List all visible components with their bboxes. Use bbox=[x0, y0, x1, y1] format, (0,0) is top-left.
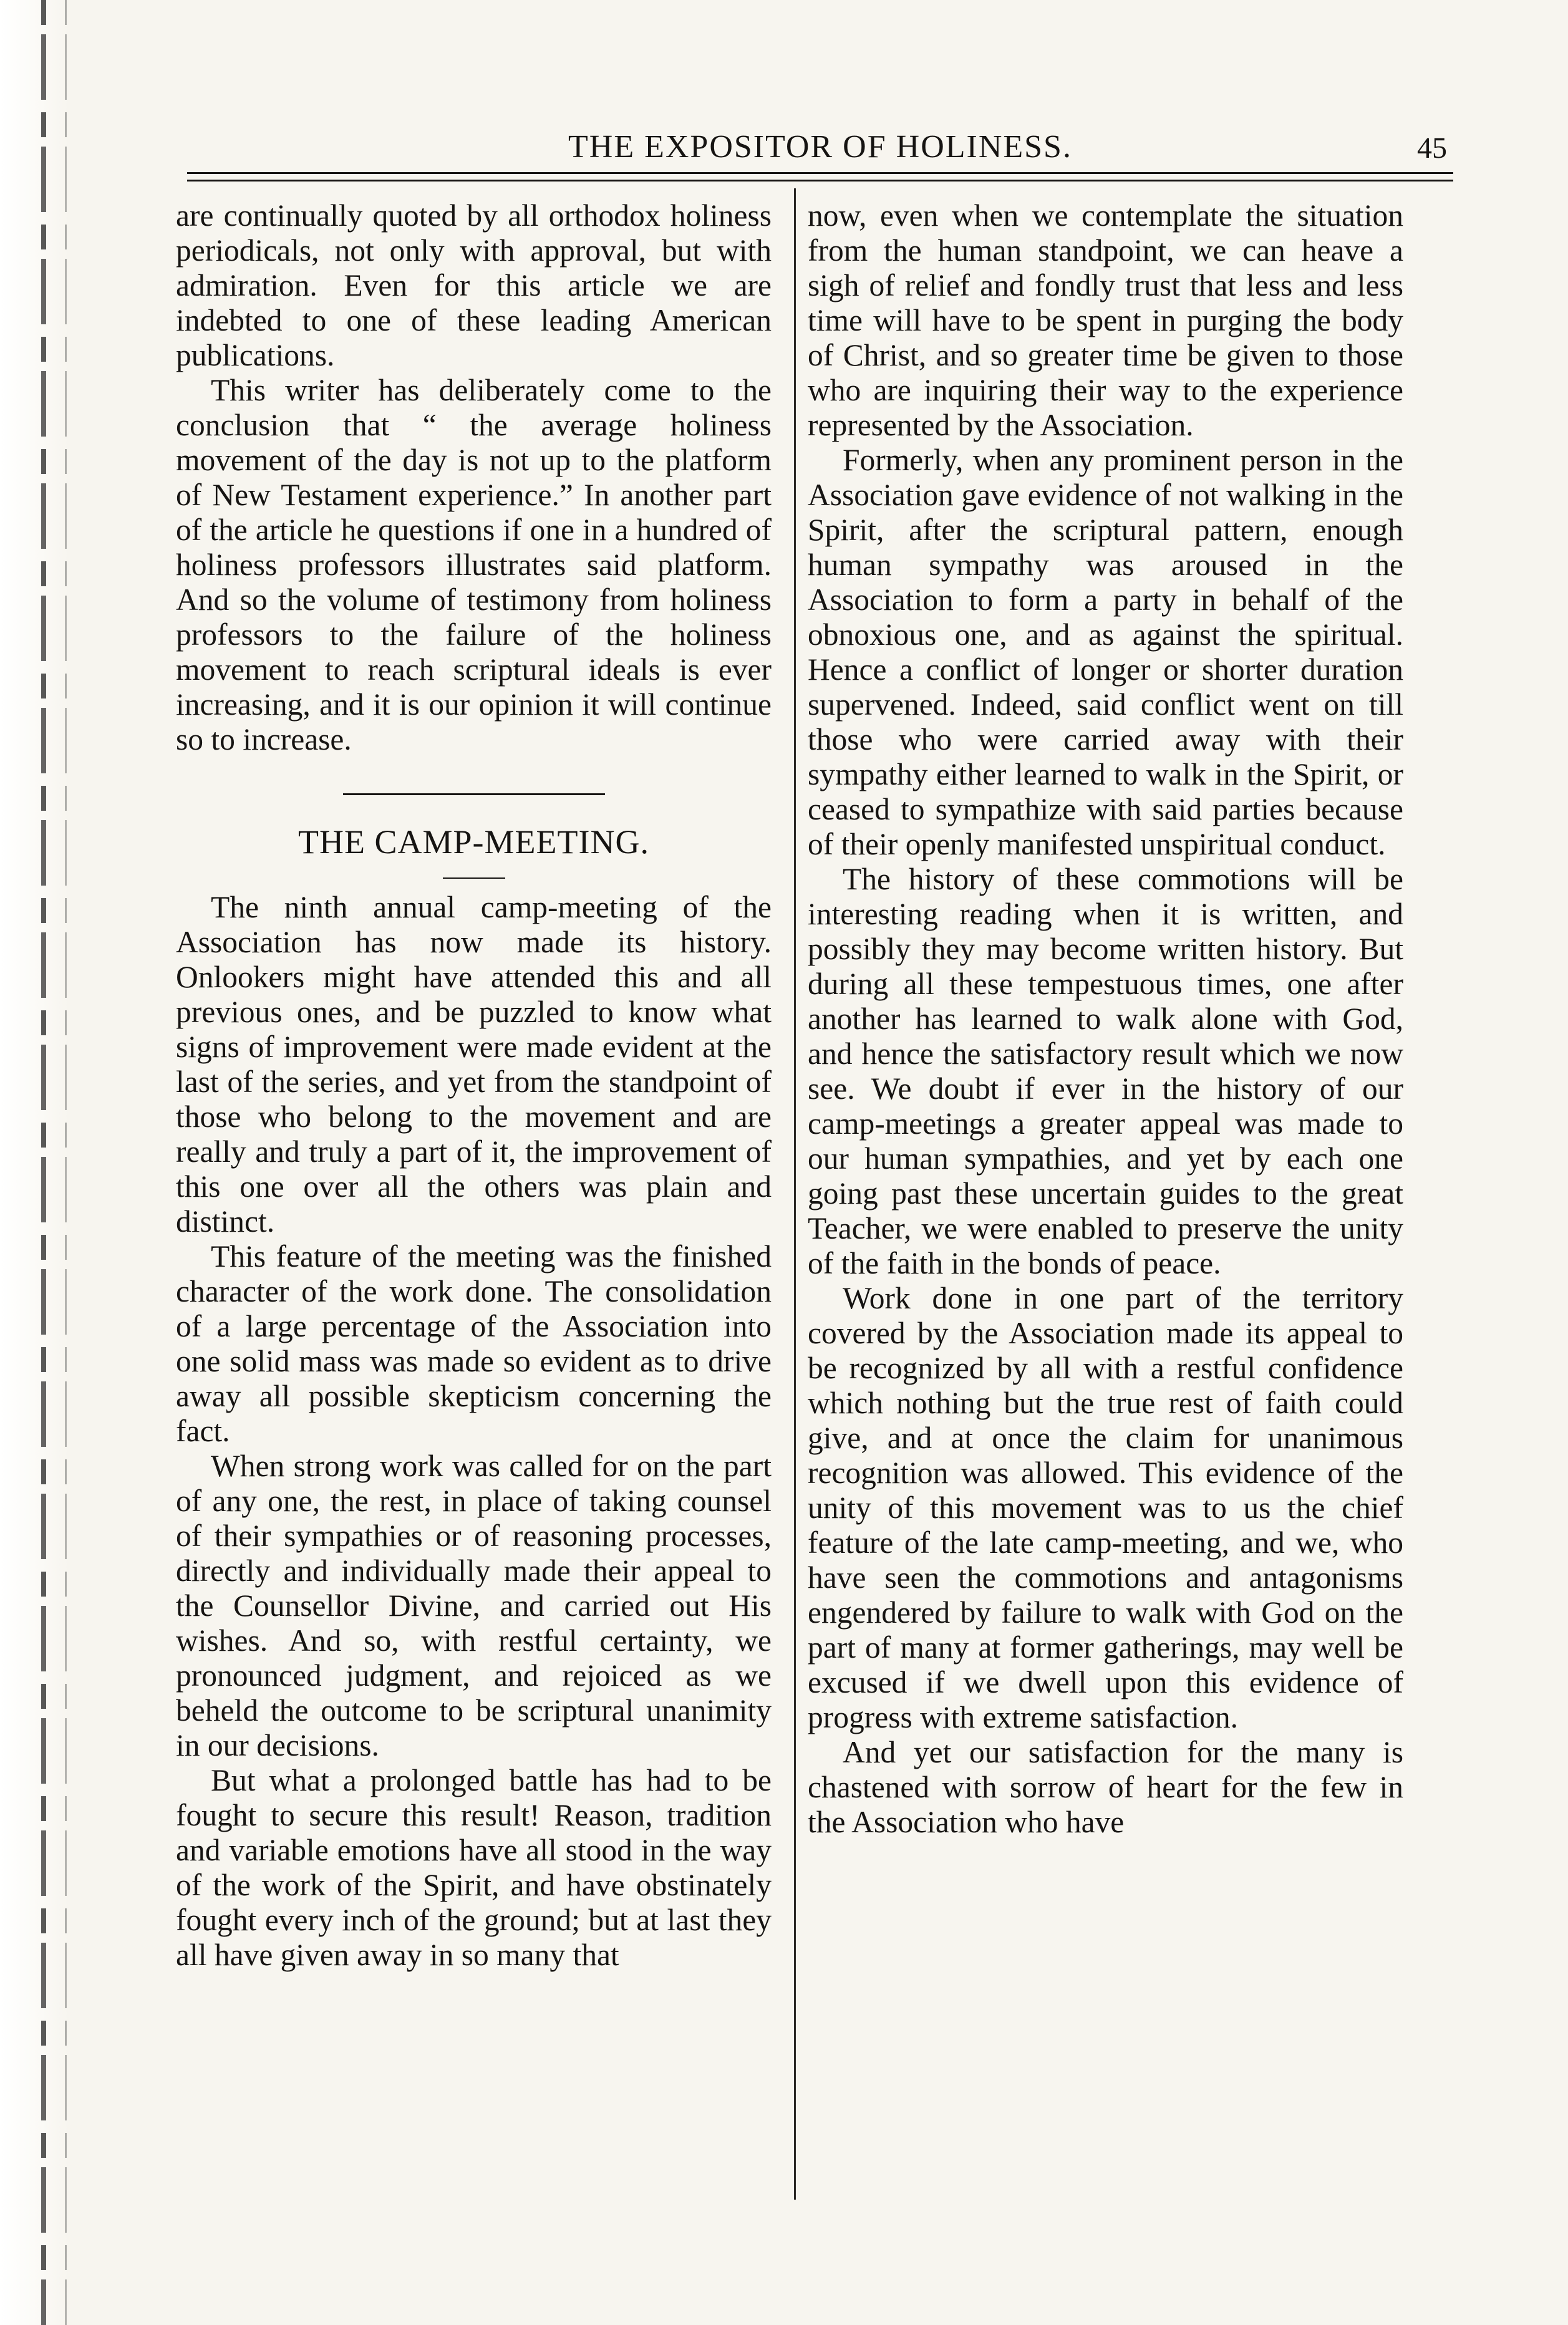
right-column bbox=[808, 198, 1403, 1840]
column-divider bbox=[794, 188, 796, 2200]
paragraph: And yet our satisfaction for the many is chastened with sorrow of heart for the few in the Association who have bbox=[808, 1735, 1403, 1839]
paragraph: But what a prolonged battle has had to be fought to secure this result! Reason, tradition and variable emotions have all stood in the way of the work of the Spirit, and have obstinately fought every inch of the ground; but at last they all have given away in so many that bbox=[176, 1763, 772, 1972]
paragraph: Formerly, when any prominent person in the Association gave evidence of not walking in the Spirit, after the scriptural pattern, enough human sympathy was aroused in the Association to form a party in behalf of the obnoxious one, and as against the spiritual. Hence a conflict of longer or shorter duration supervened. Indeed, said conflict went on till those who were carried away with their sympathy either learned to walk in the Spirit, or ceased to sympathize with said parties because of their openly manifested unspiritual conduct. bbox=[808, 443, 1403, 861]
binding-shadow-inner bbox=[65, 0, 67, 2325]
paragraph: This writer has deliberately come to the conclusion that “ the average holiness movement of the day is not up to the platform of New Testament experience.” In another part of the article he questions if one in a hundred of holiness professors illustrates said platform. And so the volume of testimony from holiness professors to the failure of the holiness movement to reach scriptural ideals is ever increasing, and it is our opinion it will continue so to increase. bbox=[176, 373, 772, 756]
paragraph: Work done in one part of the territory covered by the Association made its appeal to be recognized by all with a restful confidence which nothing but the true rest of faith could give, and at once the claim for unanimous recognition was allowed. This evidence of the unity of this movement was to us the chief feature of the late camp-meeting, and we, who have seen the commotions and antagonisms engendered by failure to walk with God on the part of many at former gatherings, may well be excused if we dwell upon this evidence of progress with extreme satisfaction. bbox=[808, 1281, 1403, 1734]
paragraph: This feature of the meeting was the finished character of the work done. The consolidation of a large percentage of the Association into one solid mass was made so evident as to drive away all possible skepticism concerning the fact. bbox=[176, 1239, 772, 1448]
paragraph: When strong work was called for on the part of any one, the rest, in place of taking counsel of their sympathies or of reasoning processes, directly and individually made their appeal to the Counsellor Divine, and carried out His wishes. And so, with restful certainty, we pronounced judgment, and rejoiced as we beheld the outcome to be scriptural unanimity in our decisions. bbox=[176, 1449, 772, 1762]
page-number: 45 bbox=[1417, 132, 1447, 165]
paragraph: are continually quoted by all orthodox holiness periodicals, not only with approval, but with admiration. Even for this article we are indebted to one of these leading American publications. bbox=[176, 198, 772, 372]
heading-dash bbox=[443, 877, 505, 879]
paragraph: now, even when we contemplate the situation from the human standpoint, we can heave a sigh of relief and fondly trust that less and less time will have to be spent in purging the body of Christ, and so greater time be given to those who are inquiring their way to the experience represented by the Association. bbox=[808, 198, 1403, 442]
paragraph: The ninth annual camp-meeting of the Association has now made its history. Onlookers might have attended this and all previous ones, and be puzzled to know what signs of improvement were made evident at the last of the series, and yet from the standpoint of those who belong to the movement and are really and truly a part of it, the improvement of this one over all the others was plain and distinct. bbox=[176, 890, 772, 1239]
paragraph: The history of these commotions will be interesting reading when it is written, and possibly they may become written history. But during all these tempestuous times, one after another has learned to walk alone with God, and hence the satisfactory result which we now see. We doubt if ever in the history of our camp-meetings a greater appeal was made to our human sympathies, and yet by each one going past these uncertain guides to the great Teacher, we were enabled to preserve the unity of the faith in the bonds of peace. bbox=[808, 862, 1403, 1280]
left-column bbox=[176, 198, 772, 1973]
section-divider bbox=[343, 793, 605, 795]
section-heading: THE CAMP-MEETING. bbox=[298, 823, 649, 861]
header-rule-bottom bbox=[187, 180, 1453, 181]
page-header bbox=[187, 125, 1453, 168]
binding-shadow bbox=[41, 0, 46, 2325]
running-title: THE EXPOSITOR OF HOLINESS. bbox=[568, 129, 1072, 165]
header-rule-top bbox=[187, 172, 1453, 174]
page-binding-edge bbox=[0, 0, 69, 2325]
